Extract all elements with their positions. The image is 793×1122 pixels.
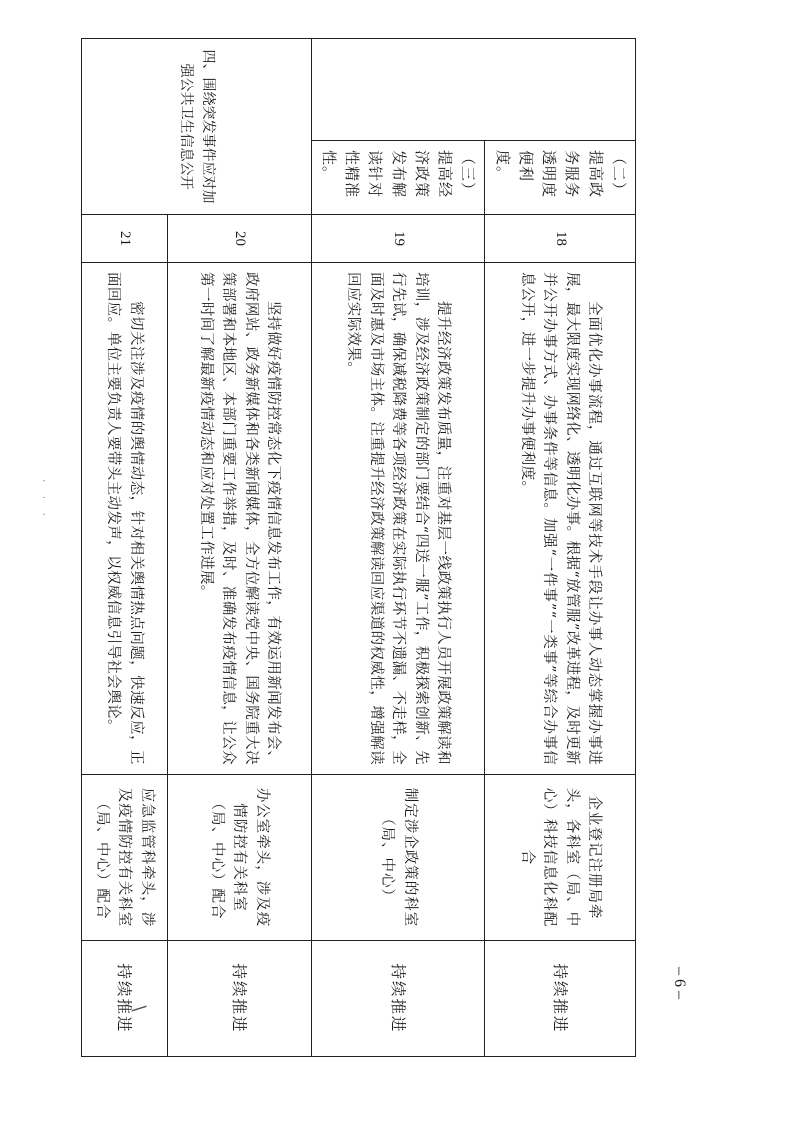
responsible-unit-cell: 办公室牵头，涉及疫情防控有关科室（局、中心）配合	[167, 775, 311, 941]
deadline-cell: 持续推进	[81, 941, 167, 1057]
page-number: – 6 –	[671, 967, 688, 999]
table-row	[311, 39, 485, 1057]
task-content-text: 提升经济政策发布质量，注重对基层一线政策执行人员开展政策解读和培训，涉及经济政策制定的部门要结合“四送一服”工作，积极探索创新、先行先试，确保减税降费等各项经济政策在实际执行环节不遗漏、不走样，全面及时惠及市场主体。注重提升经济政策解读回应渠道的权威性，增强解读回应实际效果。	[345, 272, 452, 765]
deadline-cell: 持续推进	[485, 941, 636, 1057]
responsible-unit-cell: 企业登记注册局牵头，各科室（局、中心）科技信息化科配合	[485, 775, 636, 941]
rotated-table-container	[94, 38, 636, 1056]
task-number-cell: 21	[81, 215, 167, 263]
category-cell-continued	[311, 39, 635, 141]
task-content-cell	[81, 263, 167, 775]
table-row	[167, 39, 311, 1057]
subcategory-cell: （三）提高经济政策发布解读针对性精准性。	[311, 141, 485, 215]
work-task-table	[81, 38, 636, 1057]
task-content-text: 坚持做好疫情防控常态化下疫情信息发布工作，有效运用新闻发布会、政府网站、政务新媒体和各类新闻媒体，全方位解读党中央、国务院重大决策部署和本地区、本部门重要工作举措，及时、准确发布疫情信息，让公众第一时间了解最新疫情动态和应对处置工作进展。	[197, 272, 282, 765]
deadline-cell: 持续推进	[311, 941, 485, 1057]
task-number-cell: 19	[311, 215, 485, 263]
margin-slash-mark: \	[128, 1005, 150, 1012]
task-content-text: 全面优化办事流程，通过互联网等技术手段让办事人动态掌握办事进展，最大限度实现网络化、透明化办事。根据“放管服”改革进程，及时更新并公开办事方式、办事条件等信息。加强“一件事”“一类事”等综合办事信息公开，进一步提升办事便利度。	[518, 272, 603, 765]
task-content-text: 密切关注涉及疫情的舆情动态，针对相关舆情热点问题，快速反应，正面回应。单位主要负责人要带头主动发声，以权威信息引导社会舆论。	[105, 272, 144, 765]
deadline-cell: 持续推进	[167, 941, 311, 1057]
responsible-unit-cell: 制定涉企政策的科室（局、中心）	[311, 775, 485, 941]
table-row	[485, 39, 636, 1057]
task-number-cell: 20	[167, 215, 311, 263]
subcategory-cell: （二）提高政务服务透明度便利度。	[485, 141, 636, 215]
task-content-cell	[485, 263, 636, 775]
scan-artifact-dots: · · ·	[38, 477, 49, 521]
task-content-cell	[167, 263, 311, 775]
task-number-cell: 18	[485, 215, 636, 263]
category-cell: 四、围绕突发事件应对加强公共卫生信息公开	[81, 39, 311, 215]
responsible-unit-cell: 应急监管科牵头，涉及疫情防控有关科室（局、中心）配合	[81, 775, 167, 941]
task-content-cell	[311, 263, 485, 775]
